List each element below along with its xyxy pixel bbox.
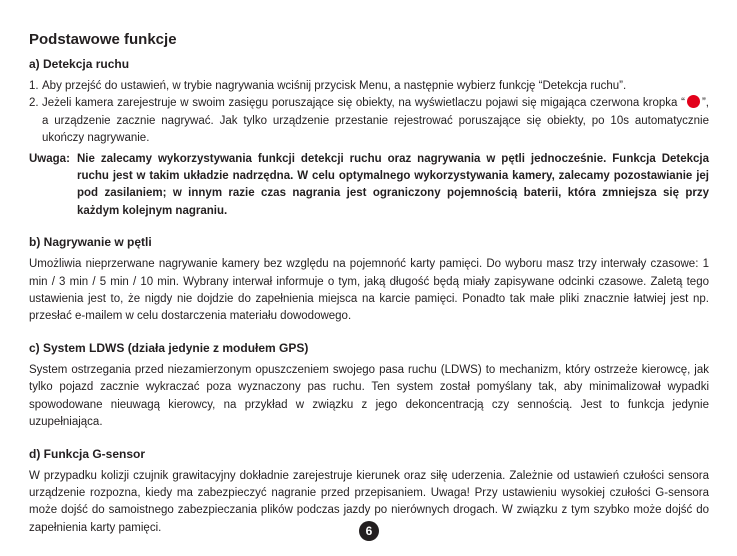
section-heading-a: a) Detekcja ruchu <box>29 57 130 71</box>
section-paragraph-c: System ostrzegania przed niezamierzonym opuszczeniem swojego pasa ruchu (LDWS) to mechanizm, który ostrzeże kierowcę, jak tylko pojazd zacznie wykraczać poza wyznaczony pas ruchu. Ten system został pomyślany tak, aby minimalizował wypadki spowodowane nieuwagą kierowcy, na przykład w związku z jego dekoncentracją czy sennością. Jest to funkcja jedynie uzupełniająca. <box>29 363 709 429</box>
list-item-text: Aby przejść do ustawień, w trybie nagrywania wciśnij przycisk Menu, a następnie wybierz funkcję “Detekcja ruchu”. <box>42 80 627 92</box>
list-item-number: 2. <box>29 97 39 110</box>
section-ldws <box>29 340 709 432</box>
section-heading-b: b) Nagrywanie w pętli <box>29 235 152 250</box>
note-label: Uwaga: <box>29 152 70 165</box>
section-heading-d: d) Funkcja G-sensor <box>29 446 146 461</box>
list-item-text-after: ”, a urządzenie zacznie nagrywać. Jak tylko urządzenie przestanie rejestrować poruszające się obiekty, po 10s automatycznie ukończy nagrywanie. <box>42 97 709 145</box>
red-recording-dot-icon <box>687 95 700 108</box>
motion-detection-steps <box>29 78 709 148</box>
list-item <box>29 78 709 95</box>
warning-note <box>29 151 709 221</box>
list-item <box>29 95 709 147</box>
section-heading-c: c) System LDWS (działa jedynie z modułem GPS) <box>29 340 309 355</box>
page-title: Podstawowe funkcje <box>29 31 177 48</box>
list-item-text-before: Jeżeli kamera zarejestruje w swoim zasięgu poruszające się obiekty, na wyświetlaczu pojawi się migająca czerwona kropka “ <box>42 97 685 110</box>
page-number-badge: 6 <box>359 521 379 541</box>
section-paragraph-b: Umożliwia nieprzerwane nagrywanie kamery bez względu na pojemnońć karty pamięci. Do wyboru masz trzy interwały czasowe: 1 min / 3 min / 5 min / 10 min. Wybrany interwał informuje o tym, jaką długość będą miały zapisywane odcinki czasowe. Zaletą tego ustawienia jest to, że nigdy nie dojdzie do zapełnienia miejsca na karcie pamięci. Ponadto tak małe pliki znacznie łatwiej jest np. przesłać e-mailem w celu dostarczenia materiału dowodowego. <box>29 258 709 323</box>
list-item-number: 1. <box>29 80 39 92</box>
section-paragraph-d: W przypadku kolizji czujnik grawitacyjny dokładnie zarejestruje kierunek oraz siłę uderzenia. Zależnie od ustawień czułości sensora urządzenie rozpozna, kiedy ma zabezpieczyć nagranie przed przepisaniem. Uwaga! Przy ustawieniu wysokiej czułości G-sensora może dojść do samoistnego zabezpieczania plików podczas jazdy po nierównych drogach. W związku z tym szybko może dojść do zapełnienia karty pamięci. <box>29 469 709 534</box>
manual-page <box>29 30 709 537</box>
section-loop-recording <box>29 234 709 326</box>
note-text: Nie zalecamy wykorzystywania funkcji detekcji ruchu oraz nagrywania w pętli jednocześnie. Funkcja Detekcja ruchu jest w takim układzie nadrzędna. W celu optymalnego wykorzystywania kamery, zalecamy pozostawianie jej pod zasilaniem; w innym razie czas nagrania jest ograniczony pojemnością baterii, która zmniejsza się przy każdym kolejnym nagraniu. <box>77 152 709 217</box>
section-motion-detection <box>29 56 709 220</box>
